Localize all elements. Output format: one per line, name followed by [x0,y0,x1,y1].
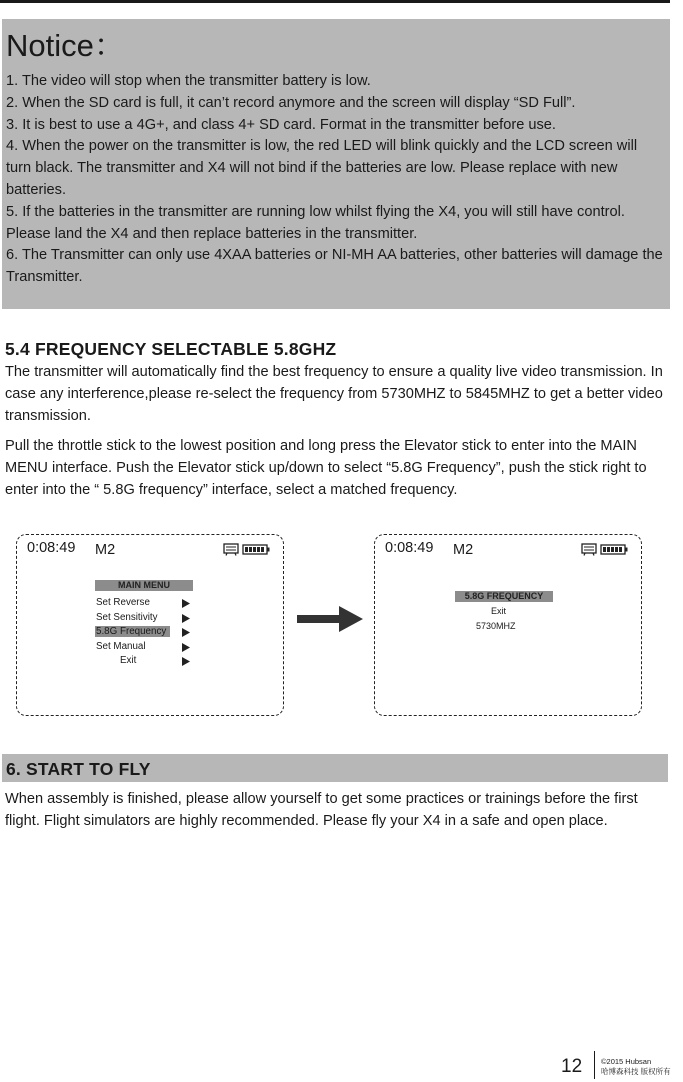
notice-item: 3. It is best to use a 4G+, and class 4+ SD card. Format in the transmitter before use. [6,116,556,133]
menu-item-set-reverse[interactable] [95,596,215,611]
section-5-4-paragraph-2: Pull the throttle stick to the lowest position and long press the Elevator stick to enter into the MAIN MENU interface. Push the Elevator stick up/down to select “5.8G Frequency”, push the stick right to enter into the “ 5.8G frequency” interface, select a matched frequency. [5,438,647,498]
footer-divider [594,1051,595,1079]
notice-item: 2. When the SD card is full, it can’t record anymore and the screen will display “SD Full”. [6,94,576,111]
menu-item-set-sensitivity[interactable] [95,611,215,626]
frequency-header: 5.8G FREQUENCY [455,591,553,602]
notice-title: Notice： [6,28,125,63]
transmitter-icon [582,544,596,556]
frequency-screen [374,534,642,716]
footer-copyright [601,1057,671,1076]
notice-item: 1. The video will stop when the transmitter battery is low. [6,73,371,89]
screen-timer: 0:08:49 [385,540,434,556]
page-number: 12 [561,1056,583,1077]
battery-icon [243,545,270,554]
play-arrow-icon [182,628,190,637]
screen-timer: 0:08:49 [27,540,76,556]
section-5-4-paragraph-1: The transmitter will automatically find the best frequency to ensure a quality live video transmission. In case any interference,please re-select the frequency from 5730MHZ to 5845MHZ to get a better video transmission. [5,364,663,424]
status-icons [223,543,271,556]
play-arrow-icon [182,614,190,623]
notice-list [6,71,666,289]
play-arrow-icon [182,657,190,666]
transmitter-icon [224,544,238,556]
menu-item-label: Set Sensitivity [96,611,158,623]
menu-item-label: Exit [120,655,137,666]
status-icons [581,543,629,556]
menu-item-5-8g-frequency[interactable] [95,625,215,640]
section-6-heading: 6. START TO FLY [6,759,151,779]
main-menu-screen [16,534,284,716]
flight-mode: M2 [453,542,474,558]
battery-icon [601,545,628,554]
flight-mode: M2 [95,542,116,558]
frequency-exit-option[interactable]: Exit [491,606,507,616]
main-menu-list [95,596,215,669]
menu-item-label: 5.8G Frequency [95,626,170,637]
main-menu-header: MAIN MENU [95,580,193,591]
notice-item: 5. If the batteries in the transmitter are running low whilst flying the X4, you will still have control. Please land the X4 and then replace batteries in the transmitter. [6,203,625,242]
section-6-bar [2,754,668,782]
play-arrow-icon [182,599,190,608]
section-6-paragraph: When assembly is finished, please allow yourself to get some practices or trainings before the first flight. Flight simulators are highly recommended. Please fly your X4 in a safe and open place. [5,791,638,829]
notice-item: 6. The Transmitter can only use 4XAA batteries or NI-MH AA batteries, other batteries will damage the Transmitter. [6,247,663,286]
copyright-line: ©2015 Hubsan [601,1057,652,1066]
notice-item: 4. When the power on the transmitter is low, the red LED will blink quickly and the LCD screen will turn black. The transmitter and X4 will not bind if the batteries are low. Please replace with new batteries. [6,138,638,198]
section-5-4-heading: 5.4 FREQUENCY SELECTABLE 5.8GHZ [5,339,337,359]
top-rule [0,0,670,3]
menu-item-exit[interactable] [95,654,215,669]
company-line: 哈博森科技 版权所有 [601,1066,671,1076]
frequency-value[interactable]: 5730MHZ [476,621,516,631]
menu-item-label: Set Reverse [96,597,150,608]
menu-item-set-manual[interactable] [95,640,215,655]
play-arrow-icon [182,643,190,652]
arrow-right-icon [297,604,363,634]
menu-item-label: Set Manual [96,640,146,652]
notice-box [2,19,670,309]
